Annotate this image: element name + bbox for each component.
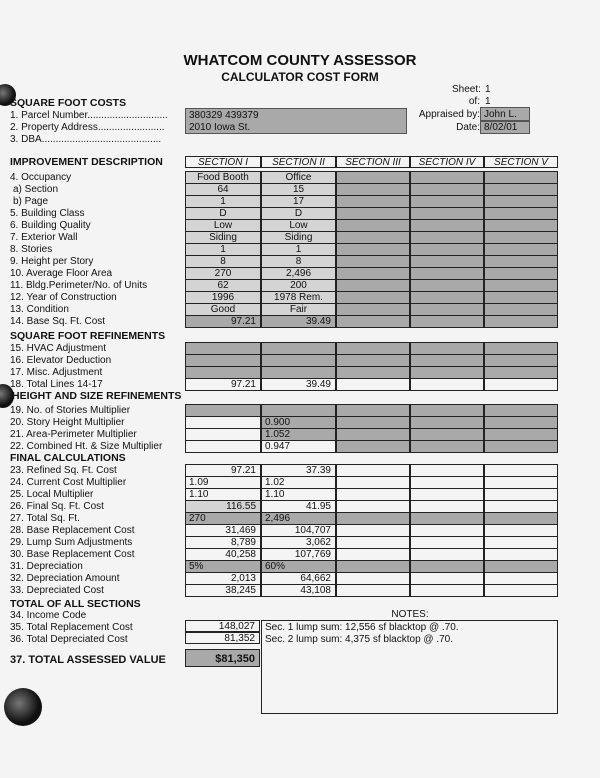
totals-heading: TOTAL OF ALL SECTIONS xyxy=(10,598,141,610)
section-header-1: SECTION I xyxy=(185,156,261,168)
improvement-cell[interactable]: Low xyxy=(261,219,336,232)
final-cell[interactable]: 38,245 xyxy=(185,584,261,597)
improvement-cell[interactable]: 97.21 xyxy=(185,315,261,328)
form-subtitle: CALCULATOR COST FORM xyxy=(221,70,379,84)
height_size-cell[interactable] xyxy=(336,440,410,453)
improvement-cell[interactable]: 1996 xyxy=(185,291,261,304)
height_size-label: 21. Area-Perimeter Multiplier xyxy=(10,429,137,440)
final-cell[interactable]: 1.02 xyxy=(261,476,336,489)
improvement-cell[interactable] xyxy=(484,315,558,328)
section-header-3: SECTION III xyxy=(336,156,410,168)
appraised-label: Appraised by: xyxy=(418,109,480,120)
parcel-value: 380329 439379 xyxy=(189,110,259,121)
improvement-cell[interactable] xyxy=(410,315,484,328)
binder-hole-bottom xyxy=(4,688,42,726)
final-cell[interactable] xyxy=(336,584,410,597)
improvement-cell[interactable]: 8 xyxy=(185,255,261,268)
improvement-cell[interactable]: 62 xyxy=(185,279,261,292)
improvement-label: 6. Building Quality xyxy=(10,220,91,231)
improvement-label: b) Page xyxy=(13,196,49,207)
refinements-label: 18. Total Lines 14-17 xyxy=(10,379,103,390)
final-cell[interactable]: 1.09 xyxy=(185,476,261,489)
improvement-cell[interactable]: 200 xyxy=(261,279,336,292)
improvement-label: 5. Building Class xyxy=(10,208,85,219)
of-value: 1 xyxy=(485,96,491,107)
improvement-label: 8. Stories xyxy=(10,244,53,255)
height-size-heading: HEIGHT AND SIZE REFINEMENTS xyxy=(12,390,182,402)
improvement-cell[interactable]: 1 xyxy=(185,195,261,208)
improvement-cell[interactable]: 64 xyxy=(185,183,261,196)
final-label: 33. Depreciated Cost xyxy=(10,585,104,596)
height_size-cell[interactable]: 0.900 xyxy=(261,416,336,429)
notes-line-2: Sec. 2 lump sum: 4,375 sf blacktop @ .70. xyxy=(265,634,454,645)
income-code-label: 34. Income Code xyxy=(10,610,87,621)
improvement-cell[interactable]: Food Booth xyxy=(185,171,261,184)
final-label: 25. Local Multiplier xyxy=(10,489,94,500)
total-assessed-field[interactable]: $81,350 xyxy=(185,649,260,667)
improvement-cell[interactable]: 17 xyxy=(261,195,336,208)
date-field[interactable]: 8/02/01 xyxy=(480,121,530,134)
section-header-5: SECTION V xyxy=(484,156,558,168)
final-label: 24. Current Cost Multiplier xyxy=(10,477,127,488)
improvement-label: 13. Condition xyxy=(10,304,69,315)
improvement-cell[interactable]: 15 xyxy=(261,183,336,196)
final-cell[interactable]: 97.21 xyxy=(185,464,261,477)
height_size-label: 19. No. of Stories Multiplier xyxy=(10,405,131,416)
height_size-cell[interactable]: 0.947 xyxy=(261,440,336,453)
refinements-cell[interactable]: 39.49 xyxy=(261,378,336,391)
final-label: 27. Total Sq. Ft. xyxy=(10,513,80,524)
improvement-cell[interactable] xyxy=(336,315,410,328)
refinements-cell[interactable]: 97.21 xyxy=(185,378,261,391)
improvement-label: 7. Exterior Wall xyxy=(10,232,78,243)
improvement-cell[interactable]: D xyxy=(185,207,261,220)
improvement-label: a) Section xyxy=(13,184,59,195)
improvement-label: 12. Year of Construction xyxy=(10,292,117,303)
notes-line-1: Sec. 1 lump sum: 12,556 sf blacktop @ .70. xyxy=(265,622,459,633)
final-cell[interactable]: 1.10 xyxy=(261,488,336,501)
final-cell[interactable]: 37.39 xyxy=(261,464,336,477)
income-code-field[interactable] xyxy=(185,608,260,620)
improvement-cell[interactable]: 39.49 xyxy=(261,315,336,328)
improvement-cell[interactable]: Good xyxy=(185,303,261,316)
notes-title: NOTES: xyxy=(391,609,429,620)
improvement-cell[interactable]: Siding xyxy=(185,231,261,244)
refinements-cell[interactable] xyxy=(336,378,410,391)
total-assessed-label: 37. TOTAL ASSESSED VALUE xyxy=(10,654,166,666)
final-label: 28. Base Replacement Cost xyxy=(10,525,135,536)
height_size-cell[interactable] xyxy=(484,440,558,453)
final-cell[interactable]: 116.55 xyxy=(185,500,261,513)
sheet-value: 1 xyxy=(485,84,491,95)
refinements-label: 17. Misc. Adjustment xyxy=(10,367,103,378)
final-cell[interactable]: 1.10 xyxy=(185,488,261,501)
appraised-field[interactable]: John L. xyxy=(480,107,530,121)
improvement-cell[interactable]: 1 xyxy=(261,243,336,256)
final-cell[interactable]: 270 xyxy=(185,512,261,525)
sheet-label: Sheet: xyxy=(452,84,481,95)
improvement-label: 11. Bldg.Perimeter/No. of Units xyxy=(10,280,148,291)
final-cell[interactable]: 107,769 xyxy=(261,548,336,561)
height_size-label: 20. Story Height Multiplier xyxy=(10,417,125,428)
address-label: 2. Property Address........................ xyxy=(10,122,165,133)
final-label: 29. Lump Sum Adjustments xyxy=(10,537,133,548)
final-cell[interactable]: 40,258 xyxy=(185,548,261,561)
improvement-cell[interactable]: 2,496 xyxy=(261,267,336,280)
total-replacement-label: 35. Total Replacement Cost xyxy=(10,622,133,633)
final-cell[interactable] xyxy=(484,584,558,597)
final-cell[interactable]: 43,108 xyxy=(261,584,336,597)
final-label: 26. Final Sq. Ft. Cost xyxy=(10,501,104,512)
improvement-cell[interactable]: Siding xyxy=(261,231,336,244)
height_size-cell[interactable] xyxy=(410,440,484,453)
improvement-label: 9. Height per Story xyxy=(10,256,94,267)
final-cell[interactable]: 8,789 xyxy=(185,536,261,549)
final-cell[interactable]: 31,469 xyxy=(185,524,261,537)
of-label: of: xyxy=(468,96,480,107)
parcel-label: 1. Parcel Number............................. xyxy=(10,110,168,121)
final-cell[interactable]: 3,062 xyxy=(261,536,336,549)
refinements-label: 16. Elevator Deduction xyxy=(10,355,112,366)
total-replacement-field[interactable]: 148,027 xyxy=(185,620,260,632)
final-label: 32. Depreciation Amount xyxy=(10,573,120,584)
improvement-cell[interactable]: 270 xyxy=(185,267,261,280)
final-cell[interactable]: 64,662 xyxy=(261,572,336,585)
improvement-label: 4. Occupancy xyxy=(10,172,72,183)
date-label: Date: xyxy=(456,122,480,133)
improvement-cell[interactable]: D xyxy=(261,207,336,220)
final-cell[interactable]: 2,496 xyxy=(261,512,336,525)
refinements-label: 15. HVAC Adjustment xyxy=(10,343,106,354)
height_size-cell[interactable] xyxy=(185,440,261,453)
improvement-cell[interactable]: Fair xyxy=(261,303,336,316)
total-depreciated-field[interactable]: 81,352 xyxy=(185,632,260,644)
improvement-cell[interactable]: 8 xyxy=(261,255,336,268)
parcel-address-field[interactable] xyxy=(185,108,407,134)
improvement-heading: IMPROVEMENT DESCRIPTION xyxy=(10,156,163,168)
refinements-cell[interactable] xyxy=(410,378,484,391)
final-label: 23. Refined Sq. Ft. Cost xyxy=(10,465,117,476)
form-title: WHATCOM COUNTY ASSESSOR xyxy=(183,52,417,69)
total-depreciated-label: 36. Total Depreciated Cost xyxy=(10,634,128,645)
improvement-cell[interactable]: Office xyxy=(261,171,336,184)
improvement-label: 10. Average Floor Area xyxy=(10,268,113,279)
final-cell[interactable]: 104,707 xyxy=(261,524,336,537)
square-foot-costs-heading: SQUARE FOOT COSTS xyxy=(10,97,127,109)
final-heading: FINAL CALCULATIONS xyxy=(10,452,126,464)
final-cell[interactable]: 60% xyxy=(261,560,336,573)
final-label: 31. Depreciation xyxy=(10,561,83,572)
section-header-2: SECTION II xyxy=(261,156,336,168)
final-cell[interactable] xyxy=(410,584,484,597)
improvement-cell[interactable]: Low xyxy=(185,219,261,232)
improvement-label: 14. Base Sq. Ft. Cost xyxy=(10,316,106,327)
notes-box[interactable] xyxy=(261,620,558,714)
refinements-cell[interactable] xyxy=(484,378,558,391)
refinements-heading: SQUARE FOOT REFINEMENTS xyxy=(10,330,166,342)
address-value: 2010 Iowa St. xyxy=(189,122,251,133)
height_size-cell[interactable]: 1.052 xyxy=(261,428,336,441)
final-cell[interactable]: 2,013 xyxy=(185,572,261,585)
section-header-4: SECTION IV xyxy=(410,156,484,168)
height_size-label: 22. Combined Ht. & Size Multiplier xyxy=(10,441,163,452)
dba-label: 3. DBA........................................... xyxy=(10,134,162,145)
final-label: 30. Base Replacement Cost xyxy=(10,549,135,560)
improvement-cell[interactable]: 1978 Rem. xyxy=(261,291,336,304)
final-cell[interactable]: 41.95 xyxy=(261,500,336,513)
final-cell[interactable]: 5% xyxy=(185,560,261,573)
improvement-cell[interactable]: 1 xyxy=(185,243,261,256)
